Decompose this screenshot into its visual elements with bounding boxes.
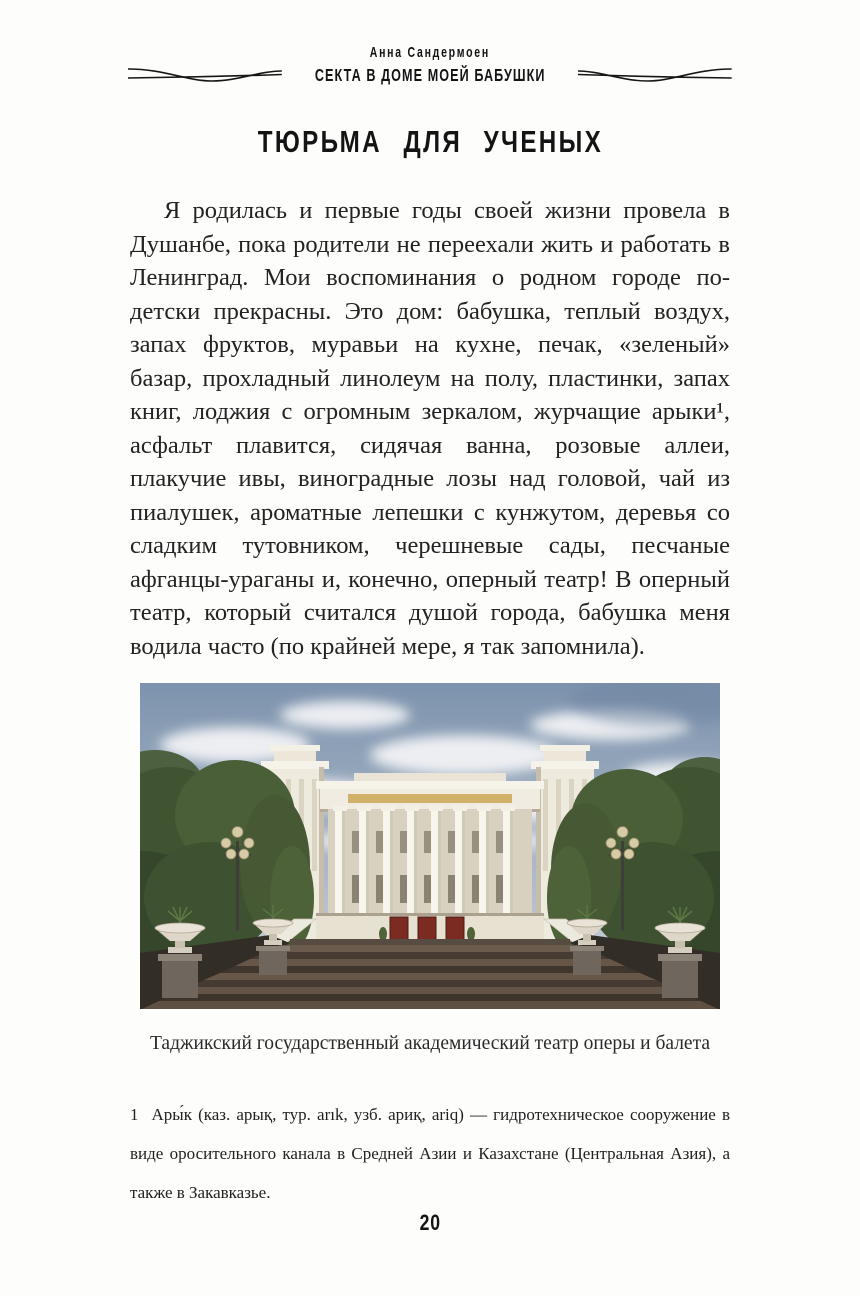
author-name: Анна Сандермоен: [369, 44, 491, 61]
entrance-doors: [390, 917, 464, 940]
footnote-text: Ары́к (каз. арық, тур. arık, узб. ариқ, ariq) — гидротехническое сооружение в виде оросительного канала в Средней Азии и Казахстане (Центральная Азия), а также в Закавказье.: [130, 1105, 730, 1202]
photo-caption: Таджикский государственный академический театр оперы и балета: [149, 1033, 710, 1054]
footnote-marker: 1: [130, 1105, 139, 1124]
chapter-title-wrap: [0, 124, 860, 160]
footnote: [130, 1095, 730, 1212]
wave-ornament-right-icon: [578, 64, 732, 86]
wave-ornament-left-icon: [128, 64, 282, 86]
book-title-row: [128, 64, 732, 86]
theatre-photo: [140, 683, 720, 1009]
stairs: [140, 935, 720, 1009]
book-title: СЕКТА В ДОМЕ МОЕЙ БАБУШКИ: [314, 64, 546, 85]
body-paragraph: Я родилась и первые годы своей жизни провела в Душанбе, пока родители не переехали жить и работать в Ленинград. Мои воспоминания о родном городе по-детски прекрасны. Это дом: бабушка, теплый воздух, запах фруктов, муравьи на кухне, печак, «зеленый» базар, прохладный линолеум на полу, пластинки, запах книг, лоджия с огромным зеркалом, журчащие арыки¹, асфальт плавится, сидячая ванна, розовые аллеи, плакучие ивы, виноградные лозы над головой, чай из пиалушек, ароматные лепешки с кунжутом, деревья со сладким тутовником, черешневые сады, песчаные афганцы-ураганы и, конечно, оперный театр! В оперный театр, который считался душой города, бабушка меня водила часто (по крайней мере, я так запомнила).: [130, 197, 730, 660]
chapter-title: ТЮРЬМА ДЛЯ УЧЕНЫХ: [257, 124, 603, 159]
author-line: [0, 44, 860, 62]
folio: [0, 1210, 860, 1236]
photo-figure: [140, 683, 720, 1055]
page-number: 20: [419, 1210, 441, 1235]
running-header: [0, 0, 860, 86]
